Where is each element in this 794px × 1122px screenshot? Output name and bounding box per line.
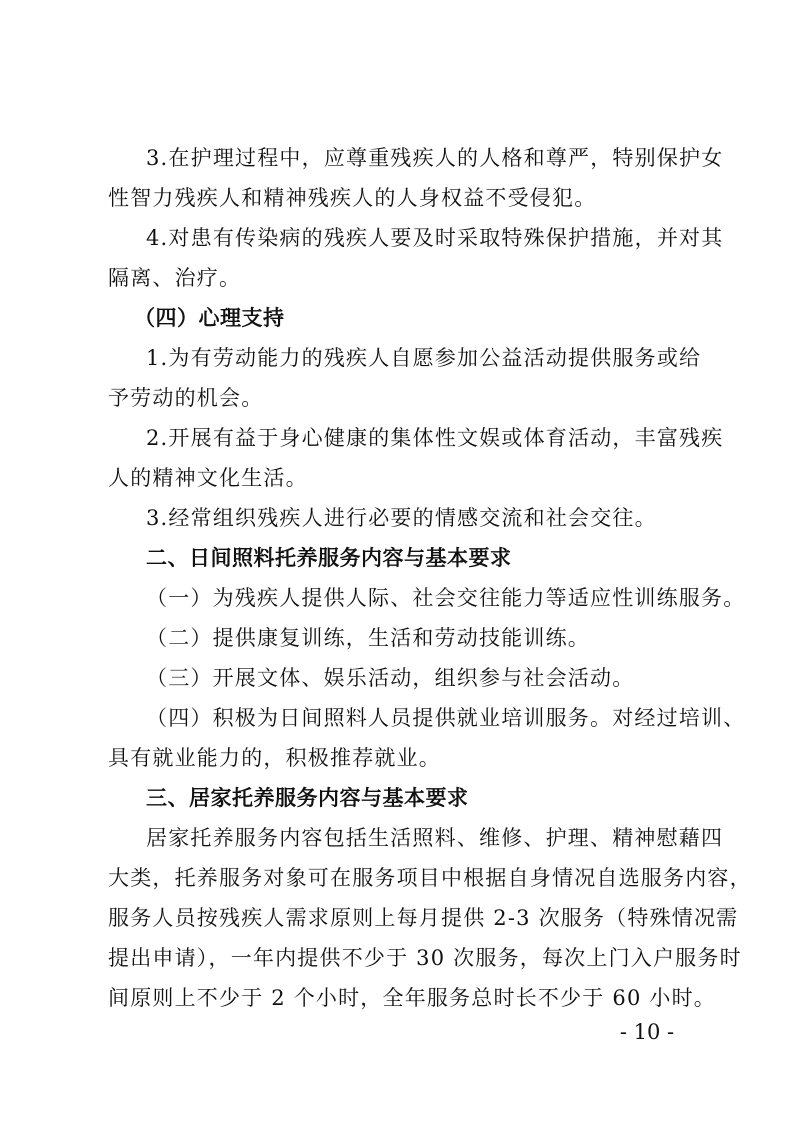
paragraph-line: 4.对患有传染病的残疾人要及时采取特殊保护措施，并对其 [146,226,724,250]
paragraph-line: 2.开展有益于身心健康的集体性文娱或体育活动，丰富残疾 [146,426,724,450]
page-number: - 10 - [619,1020,675,1044]
section-heading: （四）心理支持 [134,306,285,330]
paragraph-line: 服务人员按残疾人需求原则上每月提供 2-3 次服务（特殊情况需 [108,906,739,930]
paragraph-line: 1.为有劳动能力的残疾人自愿参加公益活动提供服务或给 [146,346,702,370]
section-heading: 二、日间照料托养服务内容与基本要求 [146,546,512,570]
paragraph-line: （四）积极为日间照料人员提供就业培训服务。对经过培训、 [146,706,746,730]
paragraph-line: 隔离、治疗。 [108,266,242,290]
paragraph-line: （二）提供康复训练，生活和劳动技能训练。 [146,626,590,650]
paragraph-line: 提出申请），一年内提供不少于 30 次服务，每次上门入户服务时 [108,946,742,970]
paragraph-line: 人的精神文化生活。 [108,466,308,490]
paragraph-line: 予劳动的机会。 [108,386,264,410]
paragraph-line: 具有就业能力的，积极推荐就业。 [108,746,441,770]
paragraph-line: 3.经常组织残疾人进行必要的情感交流和社会交往。 [146,506,657,530]
paragraph-line: 大类，托养服务对象可在服务项目中根据自身情况自选服务内容， [108,866,752,890]
section-heading: 三、居家托养服务内容与基本要求 [146,786,469,810]
paragraph-line: 性智力残疾人和精神残疾人的人身权益不受侵犯。 [108,186,597,210]
paragraph-line: （三）开展文体、娱乐活动，组织参与社会活动。 [146,666,635,690]
paragraph-line: 间原则上不少于 2 个小时，全年服务总时长不少于 60 小时。 [108,986,716,1010]
paragraph-line: 3.在护理过程中，应尊重残疾人的人格和尊严，特别保护女 [146,146,724,170]
paragraph-line: （一）为残疾人提供人际、社会交往能力等适应性训练服务。 [146,586,746,610]
paragraph-line: 居家托养服务内容包括生活照料、维修、护理、精神慰藉四 [146,826,724,850]
